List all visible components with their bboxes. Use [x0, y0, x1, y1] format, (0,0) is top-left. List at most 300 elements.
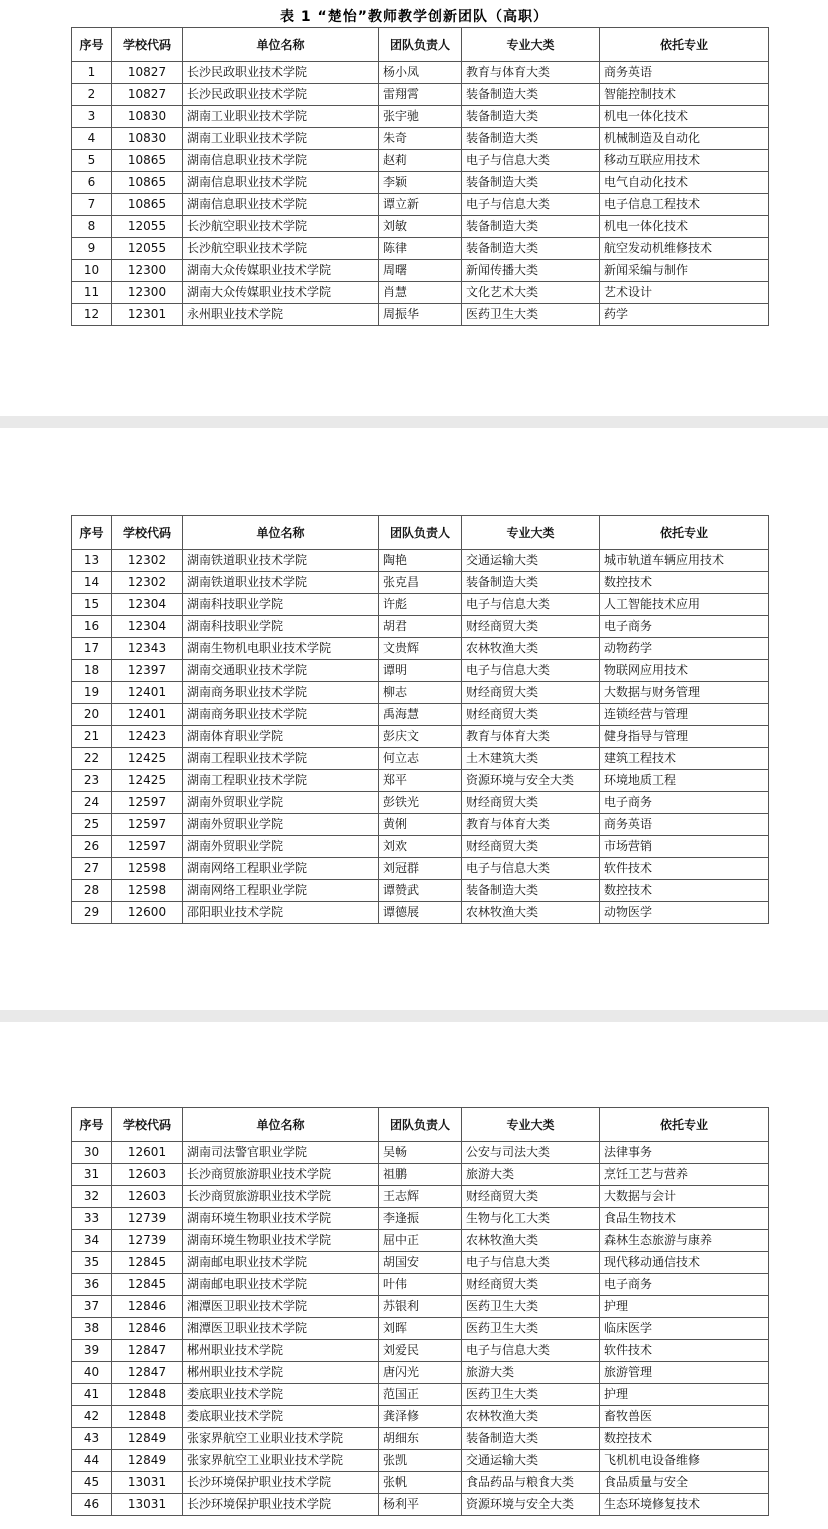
seq-cell: 17	[72, 638, 112, 660]
seq-cell: 31	[72, 1164, 112, 1186]
major-cell: 软件技术	[600, 1340, 769, 1362]
table-row	[72, 1230, 769, 1252]
table-row	[72, 172, 769, 194]
major-cell: 建筑工程技术	[600, 748, 769, 770]
team-table	[71, 1107, 769, 1516]
major-cell: 动物医学	[600, 902, 769, 924]
header-institution-name: 单位名称	[183, 516, 379, 550]
institution-name-cell: 湖南大众传媒职业技术学院	[183, 260, 379, 282]
table-row	[72, 594, 769, 616]
school-code-cell: 12845	[112, 1252, 183, 1274]
table-row	[72, 1450, 769, 1472]
seq-cell: 41	[72, 1384, 112, 1406]
school-code-cell: 12425	[112, 748, 183, 770]
major-cell: 健身指导与管理	[600, 726, 769, 748]
table-row	[72, 880, 769, 902]
seq-cell: 26	[72, 836, 112, 858]
institution-name-cell: 长沙环境保护职业技术学院	[183, 1494, 379, 1516]
school-code-cell: 12301	[112, 304, 183, 326]
major-category-cell: 财经商贸大类	[462, 836, 600, 858]
major-category-cell: 装备制造大类	[462, 128, 600, 150]
table-row	[72, 1340, 769, 1362]
major-cell: 软件技术	[600, 858, 769, 880]
school-code-cell: 12598	[112, 880, 183, 902]
table-row	[72, 550, 769, 572]
school-code-cell: 12848	[112, 1406, 183, 1428]
header-team-leader: 团队负责人	[379, 1108, 462, 1142]
seq-cell: 23	[72, 770, 112, 792]
school-code-cell: 12739	[112, 1230, 183, 1252]
table-row	[72, 62, 769, 84]
seq-cell: 5	[72, 150, 112, 172]
major-cell: 人工智能技术应用	[600, 594, 769, 616]
institution-name-cell: 长沙民政职业技术学院	[183, 62, 379, 84]
team-leader-cell: 张帆	[379, 1472, 462, 1494]
seq-cell: 30	[72, 1142, 112, 1164]
school-code-cell: 12425	[112, 770, 183, 792]
major-category-cell: 财经商贸大类	[462, 1186, 600, 1208]
institution-name-cell: 长沙民政职业技术学院	[183, 84, 379, 106]
team-leader-cell: 胡细东	[379, 1428, 462, 1450]
major-cell: 食品生物技术	[600, 1208, 769, 1230]
team-leader-cell: 陈律	[379, 238, 462, 260]
table-row	[72, 858, 769, 880]
major-category-cell: 财经商贸大类	[462, 616, 600, 638]
team-leader-cell: 何立志	[379, 748, 462, 770]
institution-name-cell: 湖南科技职业学院	[183, 616, 379, 638]
school-code-cell: 12846	[112, 1296, 183, 1318]
institution-name-cell: 长沙环境保护职业技术学院	[183, 1472, 379, 1494]
major-cell: 数控技术	[600, 880, 769, 902]
school-code-cell: 12302	[112, 572, 183, 594]
institution-name-cell: 长沙航空职业技术学院	[183, 238, 379, 260]
school-code-cell: 10827	[112, 84, 183, 106]
school-code-cell: 12601	[112, 1142, 183, 1164]
seq-cell: 4	[72, 128, 112, 150]
major-category-cell: 电子与信息大类	[462, 660, 600, 682]
team-leader-cell: 陶艳	[379, 550, 462, 572]
institution-name-cell: 湖南环境生物职业技术学院	[183, 1230, 379, 1252]
institution-name-cell: 长沙航空职业技术学院	[183, 216, 379, 238]
header-school-code: 学校代码	[112, 516, 183, 550]
seq-cell: 6	[72, 172, 112, 194]
institution-name-cell: 湖南体育职业学院	[183, 726, 379, 748]
school-code-cell: 12343	[112, 638, 183, 660]
header-major: 依托专业	[600, 28, 769, 62]
team-leader-cell: 杨利平	[379, 1494, 462, 1516]
header-team-leader: 团队负责人	[379, 28, 462, 62]
seq-cell: 39	[72, 1340, 112, 1362]
major-category-cell: 农林牧渔大类	[462, 1230, 600, 1252]
institution-name-cell: 湖南工业职业技术学院	[183, 128, 379, 150]
major-cell: 新闻采编与制作	[600, 260, 769, 282]
document-page-1	[0, 0, 828, 416]
major-category-cell: 装备制造大类	[462, 880, 600, 902]
table-row	[72, 1428, 769, 1450]
team-leader-cell: 周振华	[379, 304, 462, 326]
major-category-cell: 电子与信息大类	[462, 594, 600, 616]
major-cell: 法律事务	[600, 1142, 769, 1164]
document-page-3	[0, 1022, 828, 1529]
seq-cell: 13	[72, 550, 112, 572]
seq-cell: 11	[72, 282, 112, 304]
seq-cell: 35	[72, 1252, 112, 1274]
table-row	[72, 704, 769, 726]
header-seq: 序号	[72, 1108, 112, 1142]
major-cell: 艺术设计	[600, 282, 769, 304]
major-category-cell: 农林牧渔大类	[462, 1406, 600, 1428]
table-row	[72, 1384, 769, 1406]
institution-name-cell: 娄底职业技术学院	[183, 1384, 379, 1406]
major-category-cell: 装备制造大类	[462, 84, 600, 106]
major-cell: 商务英语	[600, 814, 769, 836]
team-leader-cell: 谭明	[379, 660, 462, 682]
major-cell: 连锁经营与管理	[600, 704, 769, 726]
table-row	[72, 260, 769, 282]
team-leader-cell: 谭立新	[379, 194, 462, 216]
table-row	[72, 238, 769, 260]
team-leader-cell: 叶伟	[379, 1274, 462, 1296]
table-row	[72, 770, 769, 792]
major-cell: 移动互联应用技术	[600, 150, 769, 172]
seq-cell: 32	[72, 1186, 112, 1208]
team-leader-cell: 王志辉	[379, 1186, 462, 1208]
school-code-cell: 12597	[112, 836, 183, 858]
header-major: 依托专业	[600, 516, 769, 550]
seq-cell: 25	[72, 814, 112, 836]
major-cell: 畜牧兽医	[600, 1406, 769, 1428]
school-code-cell: 12300	[112, 260, 183, 282]
major-cell: 森林生态旅游与康养	[600, 1230, 769, 1252]
major-category-cell: 旅游大类	[462, 1164, 600, 1186]
team-leader-cell: 刘欢	[379, 836, 462, 858]
seq-cell: 37	[72, 1296, 112, 1318]
table-row	[72, 1362, 769, 1384]
team-leader-cell: 周曙	[379, 260, 462, 282]
seq-cell: 38	[72, 1318, 112, 1340]
team-leader-cell: 文贵辉	[379, 638, 462, 660]
institution-name-cell: 湖南外贸职业学院	[183, 836, 379, 858]
team-leader-cell: 张凯	[379, 1450, 462, 1472]
institution-name-cell: 永州职业技术学院	[183, 304, 379, 326]
major-category-cell: 医药卫生大类	[462, 1384, 600, 1406]
institution-name-cell: 湖南铁道职业技术学院	[183, 550, 379, 572]
team-leader-cell: 彭铁光	[379, 792, 462, 814]
seq-cell: 10	[72, 260, 112, 282]
major-cell: 市场营销	[600, 836, 769, 858]
major-cell: 数控技术	[600, 1428, 769, 1450]
major-category-cell: 医药卫生大类	[462, 1318, 600, 1340]
major-category-cell: 装备制造大类	[462, 216, 600, 238]
team-leader-cell: 刘敏	[379, 216, 462, 238]
team-leader-cell: 禹海慧	[379, 704, 462, 726]
school-code-cell: 10865	[112, 194, 183, 216]
major-category-cell: 教育与体育大类	[462, 814, 600, 836]
school-code-cell: 12603	[112, 1186, 183, 1208]
school-code-cell: 12847	[112, 1340, 183, 1362]
major-category-cell: 装备制造大类	[462, 1428, 600, 1450]
header-major: 依托专业	[600, 1108, 769, 1142]
major-category-cell: 电子与信息大类	[462, 1340, 600, 1362]
team-leader-cell: 杨小凤	[379, 62, 462, 84]
major-category-cell: 旅游大类	[462, 1362, 600, 1384]
document-page-2	[0, 428, 828, 1010]
seq-cell: 9	[72, 238, 112, 260]
team-leader-cell: 黄俐	[379, 814, 462, 836]
seq-cell: 45	[72, 1472, 112, 1494]
major-category-cell: 电子与信息大类	[462, 194, 600, 216]
table-row	[72, 1164, 769, 1186]
table-row	[72, 1472, 769, 1494]
major-cell: 智能控制技术	[600, 84, 769, 106]
school-code-cell: 10830	[112, 106, 183, 128]
institution-name-cell: 湖南工程职业技术学院	[183, 770, 379, 792]
table-row	[72, 792, 769, 814]
team-leader-cell: 张宇驰	[379, 106, 462, 128]
institution-name-cell: 湖南大众传媒职业技术学院	[183, 282, 379, 304]
team-leader-cell: 李颖	[379, 172, 462, 194]
major-category-cell: 交通运输大类	[462, 1450, 600, 1472]
seq-cell: 24	[72, 792, 112, 814]
institution-name-cell: 湖南外贸职业学院	[183, 814, 379, 836]
table-row	[72, 150, 769, 172]
header-major-category: 专业大类	[462, 516, 600, 550]
seq-cell: 34	[72, 1230, 112, 1252]
team-leader-cell: 雷翔霄	[379, 84, 462, 106]
table-row	[72, 572, 769, 594]
major-cell: 大数据与财务管理	[600, 682, 769, 704]
team-leader-cell: 屈中正	[379, 1230, 462, 1252]
major-cell: 大数据与会计	[600, 1186, 769, 1208]
school-code-cell: 13031	[112, 1494, 183, 1516]
team-leader-cell: 苏银利	[379, 1296, 462, 1318]
table-row	[72, 194, 769, 216]
table-row	[72, 1208, 769, 1230]
institution-name-cell: 湖南科技职业学院	[183, 594, 379, 616]
school-code-cell: 10827	[112, 62, 183, 84]
table-row	[72, 282, 769, 304]
school-code-cell: 12304	[112, 594, 183, 616]
table-row	[72, 1142, 769, 1164]
header-seq: 序号	[72, 516, 112, 550]
school-code-cell: 12846	[112, 1318, 183, 1340]
seq-cell: 2	[72, 84, 112, 106]
table-row	[72, 1252, 769, 1274]
seq-cell: 27	[72, 858, 112, 880]
major-cell: 药学	[600, 304, 769, 326]
major-cell: 数控技术	[600, 572, 769, 594]
institution-name-cell: 湖南生物机电职业技术学院	[183, 638, 379, 660]
team-leader-cell: 范国正	[379, 1384, 462, 1406]
table-header-row	[72, 28, 769, 62]
team-leader-cell: 赵莉	[379, 150, 462, 172]
institution-name-cell: 长沙商贸旅游职业技术学院	[183, 1164, 379, 1186]
table-row	[72, 106, 769, 128]
school-code-cell: 12300	[112, 282, 183, 304]
team-leader-cell: 刘爱民	[379, 1340, 462, 1362]
major-category-cell: 新闻传播大类	[462, 260, 600, 282]
school-code-cell: 12845	[112, 1274, 183, 1296]
team-leader-cell: 刘冠群	[379, 858, 462, 880]
major-cell: 物联网应用技术	[600, 660, 769, 682]
major-cell: 城市轨道车辆应用技术	[600, 550, 769, 572]
header-team-leader: 团队负责人	[379, 516, 462, 550]
table-row	[72, 216, 769, 238]
institution-name-cell: 湖南环境生物职业技术学院	[183, 1208, 379, 1230]
table-header-row	[72, 1108, 769, 1142]
major-category-cell: 农林牧渔大类	[462, 638, 600, 660]
seq-cell: 18	[72, 660, 112, 682]
institution-name-cell: 湖南信息职业技术学院	[183, 194, 379, 216]
seq-cell: 33	[72, 1208, 112, 1230]
school-code-cell: 12055	[112, 216, 183, 238]
major-cell: 护理	[600, 1296, 769, 1318]
school-code-cell: 10865	[112, 172, 183, 194]
institution-name-cell: 邵阳职业技术学院	[183, 902, 379, 924]
table-row	[72, 726, 769, 748]
major-cell: 烹饪工艺与营养	[600, 1164, 769, 1186]
team-leader-cell: 张克昌	[379, 572, 462, 594]
major-category-cell: 教育与体育大类	[462, 726, 600, 748]
major-cell: 航空发动机维修技术	[600, 238, 769, 260]
header-institution-name: 单位名称	[183, 1108, 379, 1142]
institution-name-cell: 湖南商务职业技术学院	[183, 704, 379, 726]
seq-cell: 3	[72, 106, 112, 128]
major-category-cell: 财经商贸大类	[462, 682, 600, 704]
institution-name-cell: 湖南外贸职业学院	[183, 792, 379, 814]
table-header-row	[72, 516, 769, 550]
seq-cell: 29	[72, 902, 112, 924]
major-category-cell: 资源环境与安全大类	[462, 770, 600, 792]
team-leader-cell: 朱奇	[379, 128, 462, 150]
table-row	[72, 616, 769, 638]
school-code-cell: 12847	[112, 1362, 183, 1384]
institution-name-cell: 湖南工业职业技术学院	[183, 106, 379, 128]
school-code-cell: 13031	[112, 1472, 183, 1494]
institution-name-cell: 湖南网络工程职业学院	[183, 880, 379, 902]
institution-name-cell: 湘潭医卫职业技术学院	[183, 1296, 379, 1318]
major-category-cell: 财经商贸大类	[462, 704, 600, 726]
header-major-category: 专业大类	[462, 28, 600, 62]
school-code-cell: 12597	[112, 792, 183, 814]
table-title: 表 1 “楚怡”教师教学创新团队（高职）	[280, 9, 548, 25]
table-row	[72, 1296, 769, 1318]
major-cell: 旅游管理	[600, 1362, 769, 1384]
team-leader-cell: 龚泽修	[379, 1406, 462, 1428]
table-row	[72, 304, 769, 326]
team-leader-cell: 李逢振	[379, 1208, 462, 1230]
seq-cell: 19	[72, 682, 112, 704]
header-seq: 序号	[72, 28, 112, 62]
header-major-category: 专业大类	[462, 1108, 600, 1142]
major-cell: 现代移动通信技术	[600, 1252, 769, 1274]
team-table	[71, 515, 769, 924]
school-code-cell: 12849	[112, 1450, 183, 1472]
major-cell: 机电一体化技术	[600, 216, 769, 238]
major-category-cell: 农林牧渔大类	[462, 902, 600, 924]
team-leader-cell: 柳志	[379, 682, 462, 704]
table-row	[72, 814, 769, 836]
seq-cell: 15	[72, 594, 112, 616]
major-cell: 商务英语	[600, 62, 769, 84]
header-school-code: 学校代码	[112, 28, 183, 62]
major-category-cell: 装备制造大类	[462, 106, 600, 128]
major-cell: 电子商务	[600, 1274, 769, 1296]
team-leader-cell: 胡君	[379, 616, 462, 638]
seq-cell: 16	[72, 616, 112, 638]
team-leader-cell: 谭赞武	[379, 880, 462, 902]
table-row	[72, 1318, 769, 1340]
major-cell: 护理	[600, 1384, 769, 1406]
seq-cell: 46	[72, 1494, 112, 1516]
seq-cell: 22	[72, 748, 112, 770]
table-row	[72, 660, 769, 682]
school-code-cell: 12304	[112, 616, 183, 638]
major-cell: 环境地质工程	[600, 770, 769, 792]
major-cell: 电子信息工程技术	[600, 194, 769, 216]
major-cell: 机电一体化技术	[600, 106, 769, 128]
team-leader-cell: 胡国安	[379, 1252, 462, 1274]
major-category-cell: 资源环境与安全大类	[462, 1494, 600, 1516]
major-category-cell: 装备制造大类	[462, 172, 600, 194]
table-row	[72, 902, 769, 924]
team-leader-cell: 郑平	[379, 770, 462, 792]
institution-name-cell: 娄底职业技术学院	[183, 1406, 379, 1428]
institution-name-cell: 湖南商务职业技术学院	[183, 682, 379, 704]
table-row	[72, 748, 769, 770]
team-leader-cell: 彭庆文	[379, 726, 462, 748]
major-category-cell: 电子与信息大类	[462, 1252, 600, 1274]
major-category-cell: 公安与司法大类	[462, 1142, 600, 1164]
seq-cell: 43	[72, 1428, 112, 1450]
school-code-cell: 12849	[112, 1428, 183, 1450]
header-school-code: 学校代码	[112, 1108, 183, 1142]
school-code-cell: 12397	[112, 660, 183, 682]
school-code-cell: 12848	[112, 1384, 183, 1406]
major-category-cell: 文化艺术大类	[462, 282, 600, 304]
seq-cell: 1	[72, 62, 112, 84]
table-row	[72, 1406, 769, 1428]
school-code-cell: 10830	[112, 128, 183, 150]
table-row	[72, 638, 769, 660]
table-row	[72, 1274, 769, 1296]
school-code-cell: 12603	[112, 1164, 183, 1186]
team-table	[71, 27, 769, 326]
institution-name-cell: 郴州职业技术学院	[183, 1340, 379, 1362]
institution-name-cell: 湖南邮电职业技术学院	[183, 1252, 379, 1274]
major-cell: 电子商务	[600, 792, 769, 814]
institution-name-cell: 张家界航空工业职业技术学院	[183, 1450, 379, 1472]
major-cell: 机械制造及自动化	[600, 128, 769, 150]
institution-name-cell: 湖南邮电职业技术学院	[183, 1274, 379, 1296]
institution-name-cell: 湖南网络工程职业学院	[183, 858, 379, 880]
school-code-cell: 12598	[112, 858, 183, 880]
major-cell: 动物药学	[600, 638, 769, 660]
table-row	[72, 682, 769, 704]
table-row	[72, 84, 769, 106]
seq-cell: 14	[72, 572, 112, 594]
major-category-cell: 土木建筑大类	[462, 748, 600, 770]
school-code-cell: 12302	[112, 550, 183, 572]
table-row	[72, 1494, 769, 1516]
school-code-cell: 12739	[112, 1208, 183, 1230]
major-cell: 电气自动化技术	[600, 172, 769, 194]
institution-name-cell: 湖南司法警官职业学院	[183, 1142, 379, 1164]
major-category-cell: 医药卫生大类	[462, 304, 600, 326]
seq-cell: 40	[72, 1362, 112, 1384]
school-code-cell: 12423	[112, 726, 183, 748]
institution-name-cell: 湖南信息职业技术学院	[183, 172, 379, 194]
